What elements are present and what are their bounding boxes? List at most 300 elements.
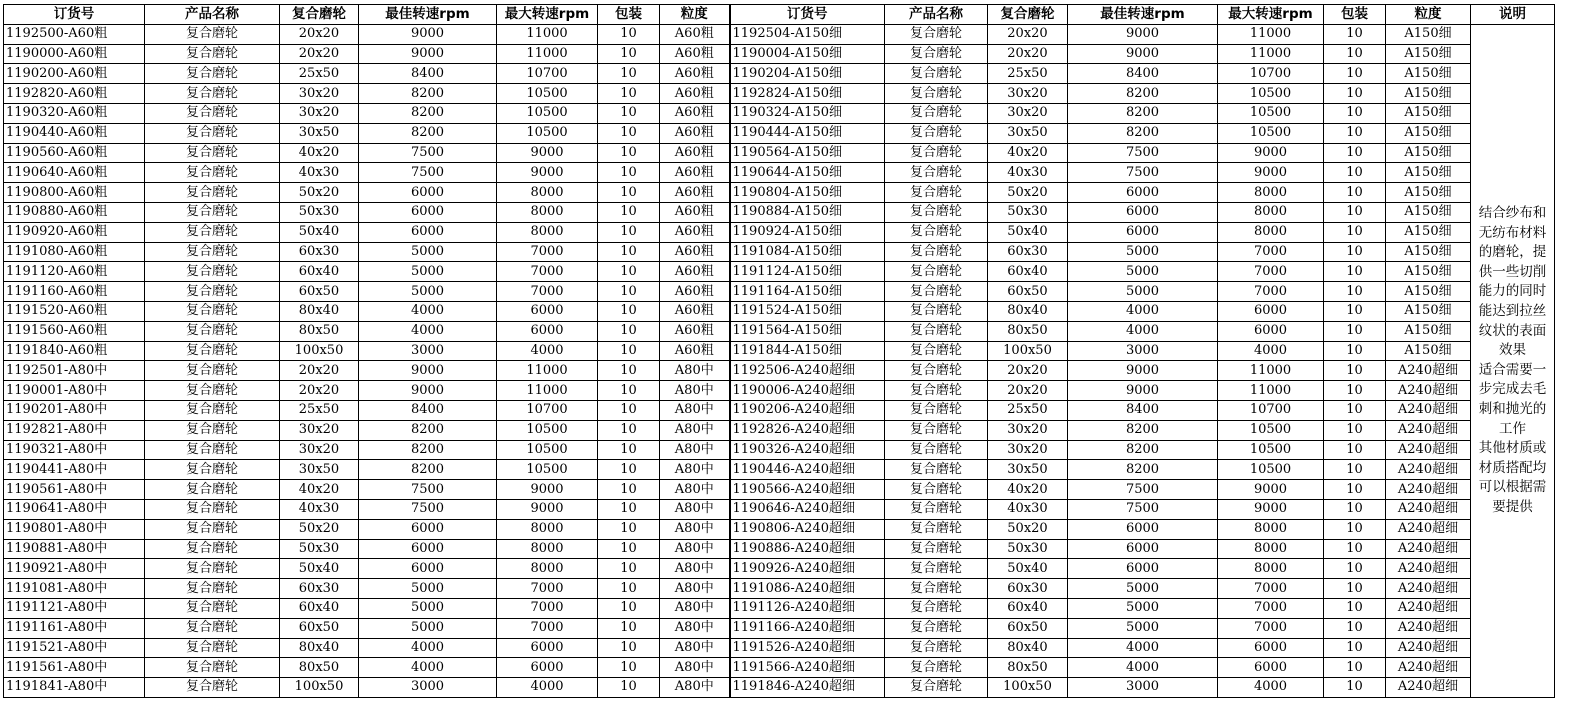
- cell-pack-right: 10: [1324, 123, 1386, 143]
- cell-pack-left: 10: [598, 638, 660, 658]
- cell-product-name-left: 复合磨轮: [145, 381, 280, 401]
- cell-best-rpm-left: 6000: [359, 183, 497, 203]
- header-max-rpm-left: 最大转速rpm: [497, 5, 598, 25]
- cell-order-no-left: 1190441-A80中: [4, 460, 145, 480]
- cell-max-rpm-right: 4000: [1218, 678, 1324, 698]
- cell-grit-left: A60粗: [660, 163, 730, 183]
- table-row: [4, 598, 1555, 618]
- cell-grit-left: A80中: [660, 519, 730, 539]
- cell-best-rpm-right: 3000: [1068, 341, 1218, 361]
- cell-pack-right: 10: [1324, 499, 1386, 519]
- cell-wheel-size-right: 80x40: [988, 301, 1068, 321]
- cell-pack-left: 10: [598, 143, 660, 163]
- cell-best-rpm-right: 5000: [1068, 598, 1218, 618]
- cell-order-no-right: 1190444-A150细: [730, 123, 885, 143]
- cell-grit-right: A150细: [1386, 202, 1471, 222]
- cell-pack-left: 10: [598, 598, 660, 618]
- cell-pack-right: 10: [1324, 678, 1386, 698]
- cell-max-rpm-right: 10500: [1218, 460, 1324, 480]
- cell-grit-left: A80中: [660, 658, 730, 678]
- cell-product-name-right: 复合磨轮: [885, 638, 988, 658]
- cell-max-rpm-right: 7000: [1218, 282, 1324, 302]
- cell-max-rpm-right: 8000: [1218, 183, 1324, 203]
- cell-wheel-size-left: 20x20: [280, 361, 359, 381]
- cell-pack-right: 10: [1324, 222, 1386, 242]
- cell-wheel-size-left: 40x20: [280, 143, 359, 163]
- cell-wheel-size-right: 30x50: [988, 123, 1068, 143]
- cell-wheel-size-left: 30x20: [280, 440, 359, 460]
- cell-grit-right: A240超细: [1386, 539, 1471, 559]
- cell-pack-left: 10: [598, 44, 660, 64]
- cell-order-no-right: 1190204-A150细: [730, 64, 885, 84]
- cell-max-rpm-right: 9000: [1218, 499, 1324, 519]
- table-row: [4, 519, 1555, 539]
- cell-order-no-left: 1191120-A60粗: [4, 262, 145, 282]
- header-grit-right: 粒度: [1386, 5, 1471, 25]
- cell-grit-left: A80中: [660, 440, 730, 460]
- cell-wheel-size-left: 50x20: [280, 183, 359, 203]
- cell-grit-right: A150细: [1386, 64, 1471, 84]
- cell-grit-right: A240超细: [1386, 361, 1471, 381]
- cell-max-rpm-right: 9000: [1218, 163, 1324, 183]
- cell-best-rpm-right: 7500: [1068, 143, 1218, 163]
- cell-order-no-left: 1192821-A80中: [4, 420, 145, 440]
- cell-max-rpm-left: 7000: [497, 282, 598, 302]
- cell-wheel-size-left: 40x30: [280, 163, 359, 183]
- cell-wheel-size-left: 80x40: [280, 638, 359, 658]
- cell-product-name-right: 复合磨轮: [885, 678, 988, 698]
- cell-product-name-left: 复合磨轮: [145, 222, 280, 242]
- cell-product-name-left: 复合磨轮: [145, 143, 280, 163]
- cell-max-rpm-right: 9000: [1218, 143, 1324, 163]
- cell-wheel-size-right: 20x20: [988, 24, 1068, 44]
- cell-max-rpm-left: 8000: [497, 519, 598, 539]
- table-row: [4, 183, 1555, 203]
- cell-pack-left: 10: [598, 420, 660, 440]
- note-line: 材质搭配均: [1478, 459, 1547, 476]
- cell-grit-left: A80中: [660, 499, 730, 519]
- header-product-name-left: 产品名称: [145, 5, 280, 25]
- product-table: [3, 4, 1555, 698]
- cell-pack-right: 10: [1324, 618, 1386, 638]
- table-row: [4, 361, 1555, 381]
- cell-product-name-right: 复合磨轮: [885, 84, 988, 104]
- cell-product-name-left: 复合磨轮: [145, 519, 280, 539]
- table-row: [4, 64, 1555, 84]
- cell-order-no-right: 1190806-A240超细: [730, 519, 885, 539]
- cell-pack-right: 10: [1324, 103, 1386, 123]
- cell-order-no-right: 1191524-A150细: [730, 301, 885, 321]
- cell-order-no-right: 1191564-A150细: [730, 321, 885, 341]
- cell-pack-left: 10: [598, 678, 660, 698]
- cell-product-name-left: 复合磨轮: [145, 460, 280, 480]
- cell-max-rpm-right: 10500: [1218, 84, 1324, 104]
- note-line: 无纺布材料: [1478, 224, 1547, 241]
- cell-best-rpm-left: 8200: [359, 84, 497, 104]
- cell-product-name-left: 复合磨轮: [145, 282, 280, 302]
- cell-product-name-left: 复合磨轮: [145, 44, 280, 64]
- cell-product-name-left: 复合磨轮: [145, 262, 280, 282]
- cell-grit-left: A80中: [660, 480, 730, 500]
- table-row: [4, 321, 1555, 341]
- cell-pack-right: 10: [1324, 321, 1386, 341]
- cell-wheel-size-left: 50x40: [280, 559, 359, 579]
- table-row: [4, 420, 1555, 440]
- cell-grit-right: A240超细: [1386, 460, 1471, 480]
- cell-grit-right: A240超细: [1386, 400, 1471, 420]
- cell-wheel-size-left: 50x20: [280, 519, 359, 539]
- cell-max-rpm-right: 7000: [1218, 579, 1324, 599]
- cell-grit-right: A150细: [1386, 321, 1471, 341]
- cell-grit-right: A150细: [1386, 163, 1471, 183]
- cell-best-rpm-left: 6000: [359, 222, 497, 242]
- cell-best-rpm-right: 8200: [1068, 103, 1218, 123]
- cell-pack-right: 10: [1324, 460, 1386, 480]
- cell-order-no-left: 1190880-A60粗: [4, 202, 145, 222]
- cell-grit-left: A80中: [660, 361, 730, 381]
- cell-max-rpm-left: 8000: [497, 539, 598, 559]
- cell-wheel-size-right: 30x20: [988, 440, 1068, 460]
- cell-grit-left: A60粗: [660, 282, 730, 302]
- cell-grit-left: A60粗: [660, 84, 730, 104]
- cell-grit-left: A80中: [660, 678, 730, 698]
- cell-wheel-size-right: 50x30: [988, 202, 1068, 222]
- cell-product-name-left: 复合磨轮: [145, 183, 280, 203]
- table-row: [4, 499, 1555, 519]
- cell-max-rpm-left: 7000: [497, 242, 598, 262]
- cell-max-rpm-right: 8000: [1218, 222, 1324, 242]
- cell-pack-left: 10: [598, 579, 660, 599]
- cell-wheel-size-right: 60x40: [988, 598, 1068, 618]
- cell-pack-left: 10: [598, 242, 660, 262]
- cell-max-rpm-right: 6000: [1218, 638, 1324, 658]
- cell-pack-right: 10: [1324, 163, 1386, 183]
- header-order-no-left: 订货号: [4, 5, 145, 25]
- cell-order-no-left: 1190321-A80中: [4, 440, 145, 460]
- cell-pack-right: 10: [1324, 262, 1386, 282]
- table-row: [4, 44, 1555, 64]
- cell-product-name-right: 复合磨轮: [885, 341, 988, 361]
- cell-best-rpm-right: 9000: [1068, 381, 1218, 401]
- table-row: [4, 579, 1555, 599]
- note-line: 纹状的表面: [1478, 322, 1547, 339]
- cell-order-no-right: 1191526-A240超细: [730, 638, 885, 658]
- table-row: [4, 103, 1555, 123]
- cell-product-name-left: 复合磨轮: [145, 440, 280, 460]
- cell-max-rpm-left: 7000: [497, 598, 598, 618]
- cell-grit-right: A150细: [1386, 143, 1471, 163]
- cell-best-rpm-left: 8200: [359, 460, 497, 480]
- cell-wheel-size-left: 30x20: [280, 420, 359, 440]
- cell-product-name-left: 复合磨轮: [145, 84, 280, 104]
- table-row: [4, 282, 1555, 302]
- cell-best-rpm-right: 6000: [1068, 519, 1218, 539]
- cell-max-rpm-left: 7000: [497, 262, 598, 282]
- note-cell: [1471, 24, 1555, 697]
- cell-pack-right: 10: [1324, 519, 1386, 539]
- cell-wheel-size-right: 100x50: [988, 341, 1068, 361]
- cell-max-rpm-right: 8000: [1218, 559, 1324, 579]
- cell-best-rpm-right: 6000: [1068, 202, 1218, 222]
- cell-order-no-left: 1190001-A80中: [4, 381, 145, 401]
- cell-max-rpm-right: 11000: [1218, 361, 1324, 381]
- cell-order-no-right: 1192506-A240超细: [730, 361, 885, 381]
- cell-max-rpm-left: 10500: [497, 84, 598, 104]
- cell-product-name-left: 复合磨轮: [145, 618, 280, 638]
- cell-order-no-right: 1191566-A240超细: [730, 658, 885, 678]
- cell-best-rpm-left: 7500: [359, 163, 497, 183]
- cell-order-no-right: 1190926-A240超细: [730, 559, 885, 579]
- cell-wheel-size-left: 25x50: [280, 400, 359, 420]
- cell-pack-left: 10: [598, 163, 660, 183]
- cell-grit-left: A80中: [660, 381, 730, 401]
- cell-best-rpm-left: 6000: [359, 202, 497, 222]
- cell-order-no-left: 1191080-A60粗: [4, 242, 145, 262]
- cell-pack-right: 10: [1324, 598, 1386, 618]
- cell-max-rpm-left: 11000: [497, 24, 598, 44]
- cell-wheel-size-right: 20x20: [988, 361, 1068, 381]
- cell-grit-left: A60粗: [660, 143, 730, 163]
- cell-grit-right: A240超细: [1386, 678, 1471, 698]
- table-row: [4, 341, 1555, 361]
- cell-max-rpm-left: 4000: [497, 678, 598, 698]
- cell-grit-right: A240超细: [1386, 420, 1471, 440]
- cell-grit-right: A240超细: [1386, 598, 1471, 618]
- cell-grit-right: A240超细: [1386, 658, 1471, 678]
- cell-max-rpm-right: 11000: [1218, 381, 1324, 401]
- cell-max-rpm-right: 7000: [1218, 618, 1324, 638]
- cell-grit-right: A150细: [1386, 123, 1471, 143]
- note-line: 适合需要一: [1478, 361, 1547, 378]
- cell-max-rpm-right: 11000: [1218, 24, 1324, 44]
- table-row: [4, 400, 1555, 420]
- cell-pack-right: 10: [1324, 381, 1386, 401]
- cell-pack-left: 10: [598, 539, 660, 559]
- cell-pack-left: 10: [598, 440, 660, 460]
- cell-wheel-size-right: 40x20: [988, 480, 1068, 500]
- cell-max-rpm-right: 8000: [1218, 202, 1324, 222]
- table-row: [4, 440, 1555, 460]
- cell-product-name-right: 复合磨轮: [885, 618, 988, 638]
- cell-best-rpm-right: 5000: [1068, 262, 1218, 282]
- cell-grit-left: A80中: [660, 400, 730, 420]
- cell-product-name-right: 复合磨轮: [885, 103, 988, 123]
- cell-wheel-size-left: 40x30: [280, 499, 359, 519]
- cell-pack-left: 10: [598, 658, 660, 678]
- cell-max-rpm-left: 10700: [497, 64, 598, 84]
- cell-order-no-right: 1191846-A240超细: [730, 678, 885, 698]
- cell-pack-left: 10: [598, 381, 660, 401]
- cell-best-rpm-right: 4000: [1068, 321, 1218, 341]
- cell-best-rpm-right: 4000: [1068, 658, 1218, 678]
- cell-grit-right: A240超细: [1386, 480, 1471, 500]
- cell-grit-right: A240超细: [1386, 579, 1471, 599]
- cell-best-rpm-left: 5000: [359, 598, 497, 618]
- cell-product-name-left: 复合磨轮: [145, 301, 280, 321]
- cell-grit-right: A150细: [1386, 262, 1471, 282]
- cell-order-no-right: 1191164-A150细: [730, 282, 885, 302]
- cell-max-rpm-right: 10700: [1218, 400, 1324, 420]
- cell-grit-left: A60粗: [660, 301, 730, 321]
- cell-max-rpm-left: 10500: [497, 103, 598, 123]
- cell-wheel-size-right: 50x30: [988, 539, 1068, 559]
- cell-wheel-size-left: 100x50: [280, 678, 359, 698]
- cell-best-rpm-left: 4000: [359, 658, 497, 678]
- cell-grit-left: A60粗: [660, 123, 730, 143]
- cell-best-rpm-left: 6000: [359, 539, 497, 559]
- cell-order-no-left: 1190881-A80中: [4, 539, 145, 559]
- cell-grit-right: A150细: [1386, 24, 1471, 44]
- cell-order-no-left: 1190320-A60粗: [4, 103, 145, 123]
- cell-best-rpm-left: 4000: [359, 321, 497, 341]
- cell-max-rpm-right: 10500: [1218, 123, 1324, 143]
- table-row: [4, 539, 1555, 559]
- header-grit-left: 粒度: [660, 5, 730, 25]
- cell-wheel-size-right: 25x50: [988, 64, 1068, 84]
- cell-max-rpm-left: 6000: [497, 638, 598, 658]
- cell-product-name-right: 复合磨轮: [885, 242, 988, 262]
- header-row: [4, 5, 1555, 25]
- cell-order-no-right: 1192824-A150细: [730, 84, 885, 104]
- cell-best-rpm-left: 9000: [359, 361, 497, 381]
- note-line: 结合纱布和: [1478, 205, 1547, 222]
- cell-product-name-left: 复合磨轮: [145, 202, 280, 222]
- cell-product-name-left: 复合磨轮: [145, 579, 280, 599]
- header-note: 说明: [1471, 5, 1555, 25]
- cell-best-rpm-right: 5000: [1068, 618, 1218, 638]
- cell-pack-left: 10: [598, 123, 660, 143]
- cell-order-no-right: 1190884-A150细: [730, 202, 885, 222]
- cell-wheel-size-left: 50x40: [280, 222, 359, 242]
- note-line: 效果: [1499, 342, 1526, 359]
- cell-best-rpm-left: 4000: [359, 301, 497, 321]
- cell-pack-right: 10: [1324, 400, 1386, 420]
- cell-pack-right: 10: [1324, 539, 1386, 559]
- cell-order-no-left: 1190800-A60粗: [4, 183, 145, 203]
- table-row: [4, 480, 1555, 500]
- cell-order-no-left: 1190921-A80中: [4, 559, 145, 579]
- cell-order-no-right: 1190446-A240超细: [730, 460, 885, 480]
- cell-order-no-left: 1191081-A80中: [4, 579, 145, 599]
- cell-product-name-right: 复合磨轮: [885, 222, 988, 242]
- cell-wheel-size-left: 100x50: [280, 341, 359, 361]
- cell-order-no-left: 1191560-A60粗: [4, 321, 145, 341]
- header-max-rpm-right: 最大转速rpm: [1218, 5, 1324, 25]
- cell-product-name-right: 复合磨轮: [885, 460, 988, 480]
- cell-best-rpm-right: 9000: [1068, 361, 1218, 381]
- cell-order-no-right: 1191086-A240超细: [730, 579, 885, 599]
- cell-best-rpm-right: 3000: [1068, 678, 1218, 698]
- cell-best-rpm-left: 8400: [359, 400, 497, 420]
- cell-pack-right: 10: [1324, 143, 1386, 163]
- cell-max-rpm-left: 8000: [497, 202, 598, 222]
- cell-order-no-right: 1190206-A240超细: [730, 400, 885, 420]
- cell-max-rpm-right: 7000: [1218, 242, 1324, 262]
- cell-max-rpm-left: 6000: [497, 658, 598, 678]
- cell-pack-right: 10: [1324, 202, 1386, 222]
- cell-best-rpm-right: 7500: [1068, 163, 1218, 183]
- cell-best-rpm-right: 7500: [1068, 499, 1218, 519]
- cell-best-rpm-left: 3000: [359, 678, 497, 698]
- cell-wheel-size-right: 60x40: [988, 262, 1068, 282]
- cell-max-rpm-right: 10700: [1218, 64, 1324, 84]
- cell-wheel-size-right: 60x30: [988, 579, 1068, 599]
- note-line: 工作: [1499, 420, 1526, 437]
- cell-pack-left: 10: [598, 222, 660, 242]
- cell-pack-right: 10: [1324, 440, 1386, 460]
- cell-product-name-left: 复合磨轮: [145, 123, 280, 143]
- cell-best-rpm-right: 7500: [1068, 480, 1218, 500]
- cell-pack-left: 10: [598, 400, 660, 420]
- cell-order-no-right: 1190804-A150细: [730, 183, 885, 203]
- cell-max-rpm-right: 6000: [1218, 321, 1324, 341]
- table-row: [4, 123, 1555, 143]
- note-line: 步完成去毛: [1478, 381, 1547, 398]
- cell-grit-left: A60粗: [660, 64, 730, 84]
- cell-best-rpm-right: 8200: [1068, 440, 1218, 460]
- cell-pack-left: 10: [598, 262, 660, 282]
- cell-pack-right: 10: [1324, 480, 1386, 500]
- cell-order-no-right: 1191126-A240超细: [730, 598, 885, 618]
- table-row: [4, 163, 1555, 183]
- cell-wheel-size-left: 20x20: [280, 24, 359, 44]
- cell-order-no-left: 1191161-A80中: [4, 618, 145, 638]
- cell-best-rpm-right: 8200: [1068, 84, 1218, 104]
- cell-order-no-right: 1191124-A150细: [730, 262, 885, 282]
- note-line: 要提供: [1492, 499, 1533, 515]
- cell-pack-right: 10: [1324, 282, 1386, 302]
- cell-pack-left: 10: [598, 519, 660, 539]
- cell-wheel-size-right: 50x40: [988, 222, 1068, 242]
- cell-order-no-left: 1190201-A80中: [4, 400, 145, 420]
- cell-wheel-size-left: 50x30: [280, 202, 359, 222]
- cell-order-no-left: 1190641-A80中: [4, 499, 145, 519]
- cell-product-name-right: 复合磨轮: [885, 44, 988, 64]
- cell-product-name-right: 复合磨轮: [885, 163, 988, 183]
- table-row: [4, 262, 1555, 282]
- cell-order-no-left: 1190000-A60粗: [4, 44, 145, 64]
- cell-grit-right: A150细: [1386, 341, 1471, 361]
- header-wheel-size-right: 复合磨轮: [988, 5, 1068, 25]
- cell-pack-right: 10: [1324, 24, 1386, 44]
- cell-wheel-size-right: 30x20: [988, 103, 1068, 123]
- cell-wheel-size-right: 100x50: [988, 678, 1068, 698]
- cell-pack-left: 10: [598, 24, 660, 44]
- cell-pack-left: 10: [598, 341, 660, 361]
- cell-max-rpm-right: 10500: [1218, 440, 1324, 460]
- cell-wheel-size-left: 50x30: [280, 539, 359, 559]
- cell-max-rpm-right: 6000: [1218, 301, 1324, 321]
- cell-max-rpm-left: 10700: [497, 400, 598, 420]
- cell-best-rpm-left: 5000: [359, 282, 497, 302]
- cell-max-rpm-left: 8000: [497, 183, 598, 203]
- cell-order-no-left: 1191840-A60粗: [4, 341, 145, 361]
- cell-grit-right: A240超细: [1386, 638, 1471, 658]
- table-row: [4, 559, 1555, 579]
- cell-wheel-size-left: 30x20: [280, 103, 359, 123]
- cell-product-name-right: 复合磨轮: [885, 440, 988, 460]
- table-row: [4, 24, 1555, 44]
- cell-product-name-left: 复合磨轮: [145, 64, 280, 84]
- cell-order-no-right: 1191166-A240超细: [730, 618, 885, 638]
- table-row: [4, 460, 1555, 480]
- cell-product-name-right: 复合磨轮: [885, 143, 988, 163]
- cell-wheel-size-left: 60x40: [280, 262, 359, 282]
- cell-pack-right: 10: [1324, 361, 1386, 381]
- cell-pack-left: 10: [598, 559, 660, 579]
- cell-best-rpm-left: 6000: [359, 519, 497, 539]
- cell-wheel-size-left: 20x20: [280, 381, 359, 401]
